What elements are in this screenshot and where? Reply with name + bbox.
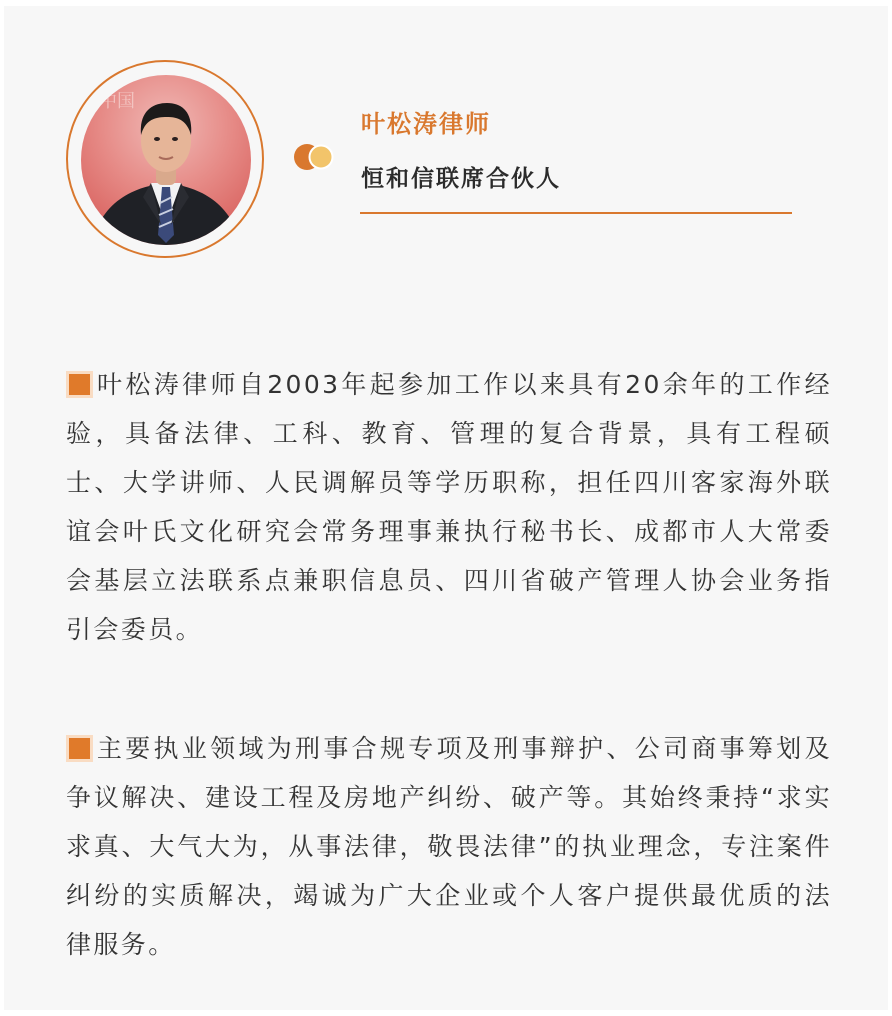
square-bullet-icon xyxy=(69,374,90,395)
lawyer-title: 恒和信联席合伙人 xyxy=(361,166,561,192)
lawyer-name: 叶松涛律师 xyxy=(361,110,491,138)
practice-paragraph-text: 主要执业领域为刑事合规专项及刑事辩护、公司商事筹划及争议解决、建设工程及房地产纠纷、破产等。其始终秉持“求实求真、大气大为，从事法律，敬畏法律”的执业理念，专注案件纠纷的实质解决，竭诚为广大企业或个人客户提供最优质的法律服务。 xyxy=(66,734,832,959)
bio-paragraph-text: 叶松涛律师自2003年起参加工作以来具有20余年的工作经验，具备法律、工科、教育、管理的复合背景，具有工程硕士、大学讲师、人民调解员等学历职称，担任四川客家海外联谊会叶氏文化研究会常务理事兼执行秘书长、成都市人大常委会基层立法联系点兼职信息员、四川省破产管理人协会业务指引会委员。 xyxy=(66,370,832,644)
backdrop-text: 中国 xyxy=(99,91,135,112)
bio-paragraph xyxy=(66,360,832,654)
square-bullet-icon xyxy=(69,738,90,759)
avatar xyxy=(81,75,251,245)
practice-paragraph xyxy=(66,724,832,969)
portrait-illustration xyxy=(81,75,251,245)
header-divider xyxy=(360,212,792,214)
overlapping-dots-icon xyxy=(293,140,335,174)
